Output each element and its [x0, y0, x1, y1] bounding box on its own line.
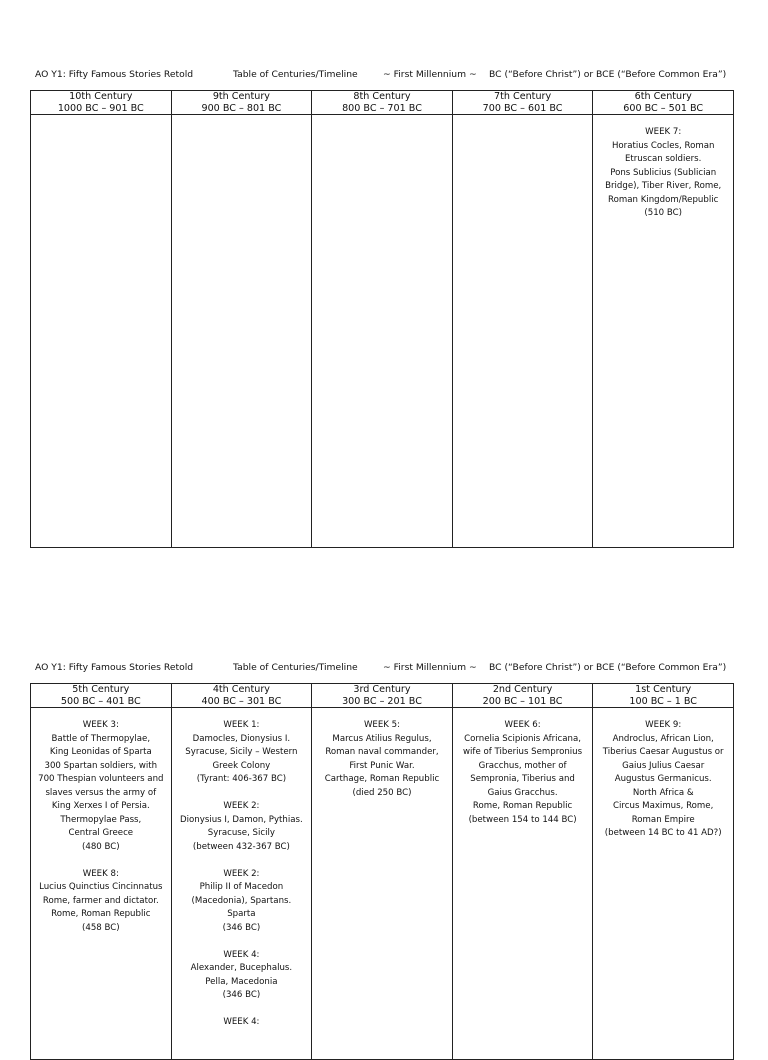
entry-line: Greek Colony [212, 760, 271, 771]
entry-line: Rome, Roman Republic [472, 801, 573, 811]
week-entry [175, 949, 309, 1003]
entry-line: (died 250 BC) [352, 787, 412, 798]
millennium-label: ~ First Millennium ~ [383, 69, 477, 80]
century-entries-cell [593, 115, 734, 548]
entry-line: (480 BC) [82, 841, 120, 852]
entry-line: wife of Tiberius Sempronius [463, 747, 583, 757]
entry-line: Gracchus, mother of [478, 760, 567, 771]
century-name: 10th Century [69, 91, 133, 102]
entry-line: Etruscan soldiers. [624, 154, 702, 164]
century-range: 600 BC – 501 BC [623, 102, 704, 114]
century-header-row [31, 684, 734, 708]
century-range: 700 BC – 601 BC [482, 102, 563, 114]
entry-line: Roman naval commander, [325, 747, 439, 757]
century-name: 1st Century [635, 684, 692, 695]
document-title: Table of Centuries/Timeline [233, 69, 358, 80]
week-label: WEEK 8: [82, 868, 119, 879]
entry-line: Battle of Thermopylae, [51, 733, 151, 744]
century-header [31, 91, 172, 115]
entry-line: Carthage, Roman Republic [324, 774, 440, 784]
entry-line: 300 Spartan soldiers, with [44, 760, 158, 771]
century-header [171, 684, 312, 708]
century-name: 2nd Century [492, 684, 553, 695]
entry-line: North Africa & [632, 787, 694, 798]
century-header [593, 91, 734, 115]
week-entry [175, 868, 309, 936]
century-range: 800 BC – 701 BC [342, 102, 422, 114]
page-header [35, 661, 735, 675]
entry-line: (between 432-367 BC) [192, 841, 290, 852]
entry-line: Circus Maximus, Rome, [613, 801, 714, 811]
entry-line: Thermopylae Pass, [60, 814, 142, 825]
week-label: WEEK 4: [223, 1017, 260, 1027]
entry-line: Gaius Julius Caesar [622, 760, 705, 771]
entry-line: Androclus, African Lion, [612, 733, 714, 744]
entry-line: King Xerxes I of Persia. [51, 801, 150, 811]
century-content-row [31, 115, 734, 548]
entry-line: Damocles, Dionysius I. [192, 733, 291, 744]
week-entry [34, 868, 168, 936]
entry-line: (Tyrant: 406-367 BC) [196, 774, 287, 784]
entry-line: (458 BC) [82, 922, 120, 933]
week-entry [175, 719, 309, 787]
entry-line: (between 14 BC to 41 AD?) [604, 828, 722, 838]
century-name: 3rd Century [353, 684, 411, 695]
entry-line: Sempronia, Tiberius and [470, 774, 575, 784]
week-label: WEEK 6: [504, 720, 541, 730]
century-entries-cell [312, 708, 453, 1060]
timeline-table-1000-501-bc [30, 90, 734, 548]
entry-line: Cornelia Scipionis Africana, [464, 733, 581, 744]
entry-line: Bridge), Tiber River, Rome, [605, 181, 722, 191]
century-name: 6th Century [634, 91, 692, 102]
entry-line: Horatius Cocles, Roman [611, 140, 715, 151]
entry-line: slaves versus the army of [45, 787, 157, 798]
week-label: WEEK 9: [645, 720, 682, 730]
century-header [312, 91, 453, 115]
century-entries-cell [171, 708, 312, 1060]
entry-line: 700 Thespian volunteers and [38, 774, 164, 784]
week-entry [315, 719, 449, 800]
entry-line: (510 BC) [644, 208, 682, 218]
entry-line: (346 BC) [222, 990, 261, 1000]
entry-line: First Punic War. [349, 760, 415, 771]
century-name: 5th Century [72, 684, 130, 695]
century-range: 900 BC – 801 BC [201, 102, 282, 114]
century-entries-cell [31, 708, 172, 1060]
era-note: BC (“Before Christ”) or BCE (“Before Common Era”) [489, 69, 727, 80]
century-range: 1000 BC – 901 BC [57, 102, 144, 114]
week-label: WEEK 2: [223, 868, 260, 879]
week-label: WEEK 3: [82, 720, 119, 730]
century-header [171, 91, 312, 115]
century-entries-cell [593, 708, 734, 1060]
week-label: WEEK 1: [223, 720, 260, 730]
entry-line: Tiberius Caesar Augustus or [602, 747, 724, 757]
century-range: 100 BC – 1 BC [629, 695, 697, 707]
entry-line: Dionysius I, Damon, Pythias. [180, 814, 303, 825]
course-title: AO Y1: Fifty Famous Stories Retold [35, 662, 194, 673]
century-range: 500 BC – 401 BC [60, 695, 141, 707]
entry-line: Syracuse, Sicily [207, 828, 275, 838]
century-header [593, 684, 734, 708]
entry-line: Lucius Quinctius Cincinnatus [39, 882, 163, 892]
century-header [452, 91, 593, 115]
century-entries-cell [312, 115, 453, 548]
century-header [312, 684, 453, 708]
week-label: WEEK 5: [363, 720, 401, 730]
week-label: WEEK 2: [223, 801, 260, 811]
century-name: 7th Century [494, 91, 552, 102]
entry-line: King Leonidas of Sparta [49, 747, 152, 757]
week-entry [596, 719, 730, 841]
entry-line: Rome, Roman Republic [51, 909, 151, 919]
millennium-label: ~ First Millennium ~ [383, 662, 477, 673]
entry-line: Rome, farmer and dictator. [42, 895, 159, 906]
week-entry [34, 719, 168, 854]
page-header [35, 68, 735, 82]
entry-line: Roman Kingdom/Republic [608, 194, 719, 205]
entry-line: Syracuse, Sicily – Western [185, 747, 298, 757]
era-note: BC (“Before Christ”) or BCE (“Before Common Era”) [489, 662, 727, 673]
week-label: WEEK 4: [223, 949, 260, 960]
century-header [452, 684, 593, 708]
entry-line: Sparta [227, 909, 256, 919]
entry-line: Central Greece [68, 828, 134, 838]
century-entries-cell [171, 115, 312, 548]
entry-line: Philip II of Macedon [199, 882, 284, 892]
century-name: 9th Century [212, 91, 270, 102]
century-range: 200 BC – 101 BC [482, 695, 563, 707]
entry-line: Augustus Germanicus. [614, 774, 712, 784]
century-entries-cell [452, 708, 593, 1060]
entry-line: Pella, Macedonia [205, 976, 278, 987]
entry-line: (Macedonia), Spartans. [191, 895, 292, 906]
week-label: WEEK 7: [645, 127, 682, 137]
timeline-table-500-1-bc [30, 683, 734, 1060]
entry-line: Gaius Gracchus. [487, 787, 558, 798]
century-entries-cell [31, 115, 172, 548]
document-title: Table of Centuries/Timeline [233, 662, 358, 673]
century-range: 300 BC – 201 BC [342, 695, 422, 707]
century-header-row [31, 91, 734, 115]
century-name: 4th Century [212, 684, 270, 695]
century-name: 8th Century [353, 91, 411, 102]
century-entries-cell [452, 115, 593, 548]
course-title: AO Y1: Fifty Famous Stories Retold [35, 69, 194, 80]
week-entry [175, 800, 309, 854]
week-entry [175, 1016, 309, 1030]
entry-line: Roman Empire [631, 814, 695, 825]
entry-line: (346 BC) [222, 922, 261, 933]
entry-line: Alexander, Bucephalus. [190, 963, 293, 973]
week-entry [456, 719, 590, 827]
entry-line: Marcus Atilius Regulus, [332, 733, 432, 744]
week-entry [596, 126, 730, 221]
entry-line: Pons Sublicius (Sublician [610, 167, 717, 178]
century-range: 400 BC – 301 BC [201, 695, 282, 707]
century-content-row [31, 708, 734, 1060]
century-header [31, 684, 172, 708]
entry-line: (between 154 to 144 BC) [468, 814, 577, 825]
